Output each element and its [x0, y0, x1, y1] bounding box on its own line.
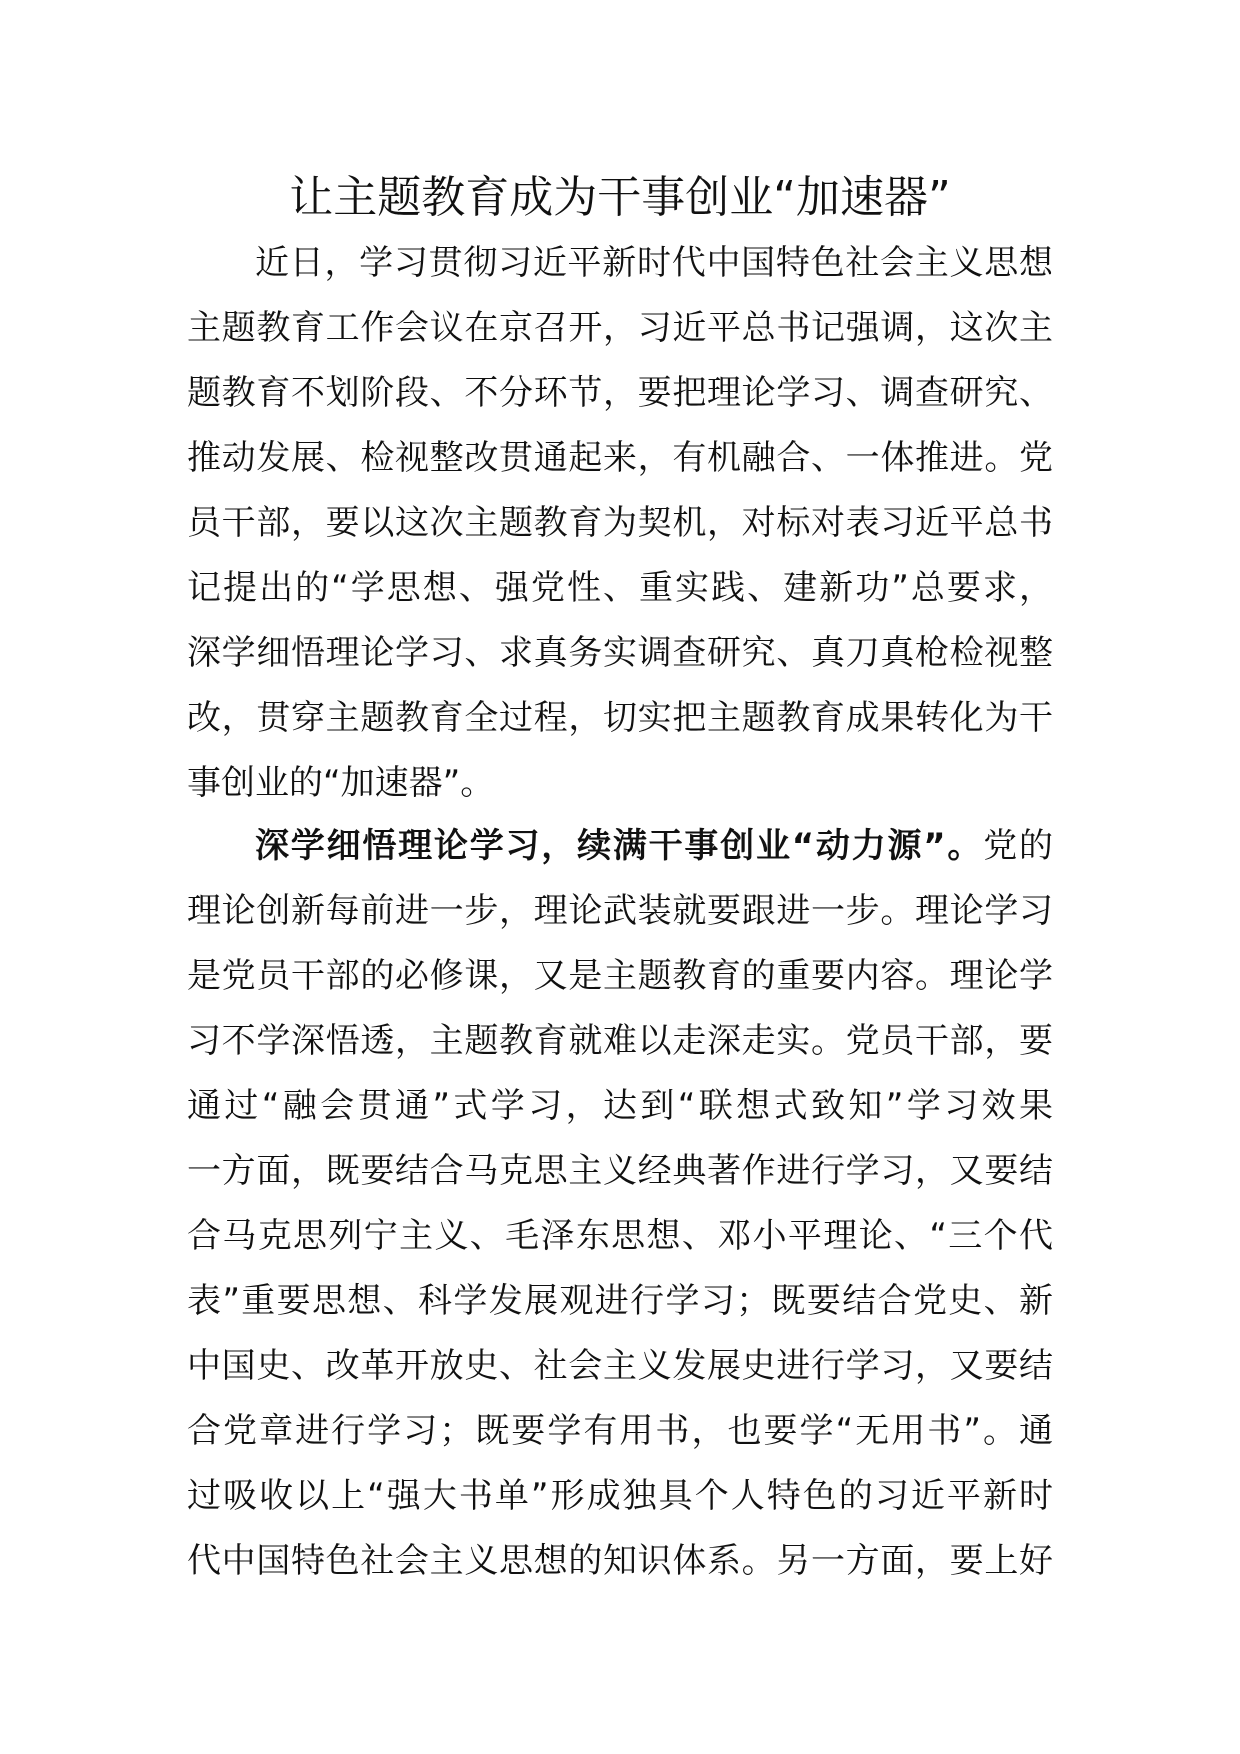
- paragraph-line: 事创业的“加速器”。: [187, 763, 495, 803]
- paragraph-line: 改，贯穿主题教育全过程，切实把主题教育成果转化为干: [187, 698, 1053, 738]
- paragraph-line: 合党章进行学习；既要学有用书，也要学“无用书”。通: [187, 1411, 1053, 1451]
- paragraph-line: 代中国特色社会主义思想的知识体系。另一方面，要上好: [187, 1541, 1053, 1581]
- paragraph-line: 一方面，既要结合马克思主义经典著作进行学习，又要结: [187, 1151, 1053, 1191]
- paragraph-line: 表”重要思想、科学发展观进行学习；既要结合党史、新: [187, 1281, 1053, 1321]
- paragraph-line: 习不学深悟透，主题教育就难以走深走实。党员干部，要: [187, 1021, 1053, 1061]
- paragraph-line: 题教育不划阶段、不分环节，要把理论学习、调查研究、: [187, 373, 1053, 413]
- paragraph-line: 中国史、改革开放史、社会主义发展史进行学习，又要结: [187, 1346, 1053, 1386]
- paragraph-line: 是党员干部的必修课，又是主题教育的重要内容。理论学: [187, 956, 1053, 996]
- section-lead-heading: 深学细悟理论学习，续满干事创业“动力源”。: [255, 826, 984, 866]
- paragraph-line-tail: 党的: [983, 826, 1053, 866]
- paragraph-line: 主题教育工作会议在京召开，习近平总书记强调，这次主: [187, 308, 1053, 348]
- paragraph-line: 深学细悟理论学习、求真务实调查研究、真刀真枪检视整: [187, 633, 1053, 673]
- paragraph-line: [187, 814, 1053, 879]
- paragraph-line: 近日，学习贯彻习近平新时代中国特色社会主义思想: [255, 243, 1053, 283]
- document-title: 让主题教育成为干事创业“加速器”: [289, 172, 951, 223]
- paragraph-line: 理论创新每前进一步，理论武装就要跟进一步。理论学习: [187, 891, 1053, 931]
- paragraph-line: 推动发展、检视整改贯通起来，有机融合、一体推进。党: [187, 438, 1053, 478]
- paragraph-2: [187, 814, 1053, 1594]
- paragraph-line: 员干部，要以这次主题教育为契机，对标对表习近平总书: [187, 503, 1053, 543]
- paragraph-line: 记提出的“学思想、强党性、重实践、建新功”总要求，: [187, 568, 1053, 608]
- paragraph-line: 合马克思列宁主义、毛泽东思想、邓小平理论、“三个代: [187, 1216, 1053, 1256]
- paragraph-line: 过吸收以上“强大书单”形成独具个人特色的习近平新时: [187, 1476, 1053, 1516]
- paragraph-1: [187, 231, 1053, 816]
- paragraph-line: 通过“融会贯通”式学习，达到“联想式致知”学习效果: [187, 1086, 1053, 1126]
